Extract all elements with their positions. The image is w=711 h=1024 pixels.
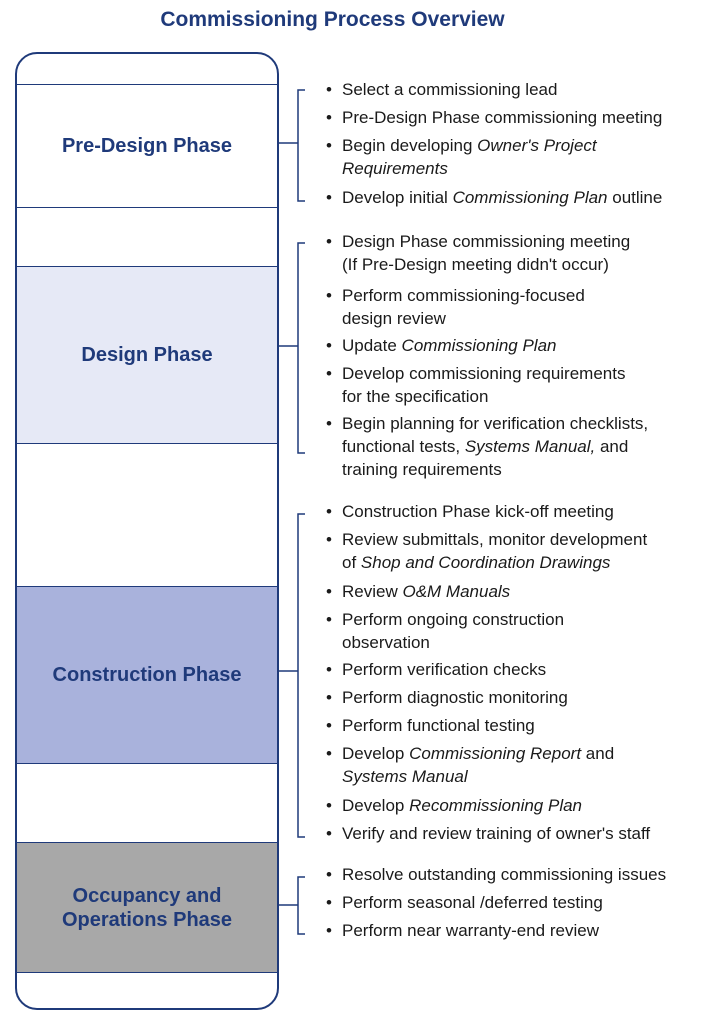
bullet-icon: • (326, 414, 332, 433)
list-item (326, 742, 706, 788)
page-title: Commissioning Process Overview (160, 8, 505, 31)
phase-label: Design Phase (81, 344, 213, 366)
list-item-line: Begin planning for verification checklists, (342, 414, 649, 433)
list-item-line: Resolve outstanding commissioning issues (342, 865, 667, 884)
bullet-icon: • (326, 188, 332, 207)
phase-label: Construction Phase (52, 664, 242, 686)
list-item (326, 412, 706, 481)
list-item-line: Perform functional testing (342, 716, 535, 735)
bullet-icon: • (326, 610, 332, 629)
list-item-line: Develop Commissioning Report and (342, 744, 615, 763)
list-item (326, 658, 706, 681)
list-item (326, 106, 706, 129)
phase-label: Occupancy and (72, 884, 222, 907)
list-item-line: Pre-Design Phase commissioning meeting (342, 108, 663, 127)
list-item (326, 500, 706, 523)
bullet-icon: • (326, 582, 332, 601)
list-item-line: Perform seasonal /deferred testing (342, 893, 603, 912)
bullet-icon: • (326, 688, 332, 707)
bullet-icon: • (326, 744, 332, 763)
bullet-icon: • (326, 232, 332, 251)
list-item-line: Update Commissioning Plan (342, 336, 557, 355)
list-item (326, 528, 706, 574)
list-item-line: Requirements (342, 159, 448, 178)
list-item (326, 891, 706, 914)
bullet-icon: • (326, 530, 332, 549)
list-item (326, 919, 706, 942)
list-item-line: design review (342, 309, 446, 328)
bullet-icon: • (326, 286, 332, 305)
list-item-line: Review submittals, monitor development (342, 530, 648, 549)
bullet-icon: • (326, 80, 332, 99)
list-item-line: of Shop and Coordination Drawings (342, 553, 611, 572)
bullet-icon: • (326, 108, 332, 127)
bullet-icon: • (326, 824, 332, 843)
list-item-line: Select a commissioning lead (342, 80, 558, 99)
list-item (326, 284, 706, 330)
bullet-icon: • (326, 136, 332, 155)
phase-label: Operations Phase (61, 908, 233, 931)
list-item (326, 580, 706, 603)
list-item-line: Verify and review training of owner's staff (342, 824, 651, 843)
list-item (326, 230, 706, 276)
list-item-line: Begin developing Owner's Project (342, 136, 597, 155)
bullet-icon: • (326, 921, 332, 940)
list-item-line: (If Pre-Design meeting didn't occur) (342, 255, 609, 274)
list-item (326, 134, 706, 180)
list-item-line: Perform near warranty-end review (342, 921, 599, 940)
list-item (326, 362, 706, 408)
list-item-line: Perform ongoing construction (342, 610, 565, 629)
bullet-icon: • (326, 336, 332, 355)
list-item (326, 334, 706, 357)
list-item-line: training requirements (342, 460, 502, 479)
list-item-line: Develop commissioning requirements (342, 364, 626, 383)
list-item (326, 822, 706, 845)
list-item-line: Design Phase commissioning meeting (342, 232, 631, 251)
list-item-line: Construction Phase kick-off meeting (342, 502, 614, 521)
bullet-icon: • (326, 660, 332, 679)
list-item-line: Perform verification checks (342, 660, 547, 679)
bullet-icon: • (326, 893, 332, 912)
bullet-icon: • (326, 716, 332, 735)
bullet-icon: • (326, 796, 332, 815)
list-item-line: for the specification (342, 387, 489, 406)
list-item (326, 794, 706, 817)
list-item-line: Systems Manual (342, 767, 468, 786)
list-item-line: Develop Recommissioning Plan (342, 796, 583, 815)
list-item-line: Develop initial Commissioning Plan outline (342, 188, 663, 207)
list-item (326, 863, 706, 886)
list-item (326, 186, 706, 209)
list-item-line: Review O&M Manuals (342, 582, 511, 601)
phase-label: Pre-Design Phase (61, 135, 233, 157)
bullet-icon: • (326, 865, 332, 884)
list-item-line: functional tests, Systems Manual, and (342, 437, 629, 456)
bullet-icon: • (326, 502, 332, 521)
list-item-line: Perform diagnostic monitoring (342, 688, 568, 707)
list-item-line: observation (342, 633, 430, 652)
list-item (326, 78, 706, 101)
list-item (326, 686, 706, 709)
list-item (326, 714, 706, 737)
list-item-line: Perform commissioning-focused (342, 286, 585, 305)
list-item (326, 608, 706, 654)
bullet-icon: • (326, 364, 332, 383)
